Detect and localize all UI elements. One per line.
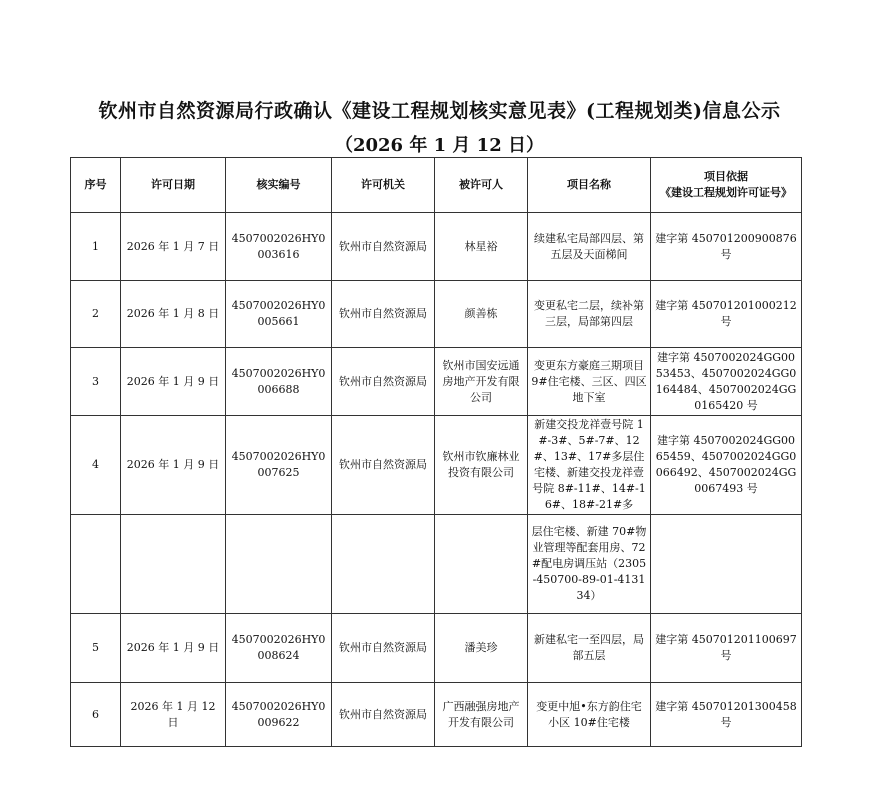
- cell-code: 4507002026HY0006688: [226, 348, 332, 416]
- cell-licensee: 林星裕: [435, 213, 528, 281]
- page-subtitle: （2026 年 1 月 12 日）: [334, 135, 544, 156]
- table-row: [71, 416, 802, 515]
- cell-code: 4507002026HY0007625: [226, 416, 332, 515]
- cell-no: 6: [71, 683, 121, 747]
- table-row: [71, 281, 802, 348]
- cell-authority: 钦州市自然资源局: [332, 281, 435, 348]
- cell-date: 2026 年 1 月 9 日: [121, 614, 226, 683]
- table-row: [71, 683, 802, 747]
- cell-basis: 建字第 450701201000212 号: [651, 281, 802, 348]
- cell-code: 4507002026HY0009622: [226, 683, 332, 747]
- disclosure-table: [70, 157, 802, 747]
- cell-date: 2026 年 1 月 7 日: [121, 213, 226, 281]
- header-date: 许可日期: [121, 158, 226, 213]
- header-no: 序号: [71, 158, 121, 213]
- cell-basis: 建字第 450701201100697 号: [651, 614, 802, 683]
- cell-date: 2026 年 1 月 9 日: [121, 348, 226, 416]
- cell-authority: 钦州市自然资源局: [332, 348, 435, 416]
- cell-code: 4507002026HY0008624: [226, 614, 332, 683]
- cell-no: 4: [71, 416, 121, 515]
- cell-licensee: [435, 515, 528, 614]
- cell-authority: 钦州市自然资源局: [332, 683, 435, 747]
- cell-code: 4507002026HY0005661: [226, 281, 332, 348]
- table-row: [71, 348, 802, 416]
- cell-code: [226, 515, 332, 614]
- cell-project: 变更东方豪庭三期项目 9#住宅楼、三区、四区地下室: [528, 348, 651, 416]
- header-basis: [651, 158, 802, 213]
- cell-licensee: 颜善栋: [435, 281, 528, 348]
- page-title: 钦州市自然资源局行政确认《建设工程规划核实意见表》(工程规划类)信息公示: [98, 100, 781, 122]
- cell-no: 1: [71, 213, 121, 281]
- cell-licensee: 广西融强房地产开发有限公司: [435, 683, 528, 747]
- header-basis-line1: 项目依据: [704, 170, 748, 183]
- header-licensee: 被许可人: [435, 158, 528, 213]
- cell-basis: 建字第 450701201300458 号: [651, 683, 802, 747]
- table-row: [71, 614, 802, 683]
- cell-no: 3: [71, 348, 121, 416]
- cell-project: 层住宅楼、新建 70#物业管理等配套用房、72#配电房调压站（2305-450700-89-01-413134）: [528, 515, 651, 614]
- cell-no: 2: [71, 281, 121, 348]
- cell-project: 新建私宅一至四层，局部五层: [528, 614, 651, 683]
- cell-authority: 钦州市自然资源局: [332, 416, 435, 515]
- cell-authority: 钦州市自然资源局: [332, 614, 435, 683]
- cell-project: 变更中旭•东方韵住宅小区 10#住宅楼: [528, 683, 651, 747]
- cell-date: [121, 515, 226, 614]
- table-header-row: [71, 158, 802, 213]
- cell-licensee: 钦州市钦廉林业投资有限公司: [435, 416, 528, 515]
- cell-date: 2026 年 1 月 12 日: [121, 683, 226, 747]
- cell-licensee: 钦州市国安远通房地产开发有限公司: [435, 348, 528, 416]
- cell-basis: 建字第 450701200900876 号: [651, 213, 802, 281]
- cell-authority: [332, 515, 435, 614]
- cell-basis: 建字第 4507002024GG0065459、4507002024GG0066492、4507002024GG0067493 号: [651, 416, 802, 515]
- cell-authority: 钦州市自然资源局: [332, 213, 435, 281]
- header-code: 核实编号: [226, 158, 332, 213]
- table-row: [71, 213, 802, 281]
- cell-project: 新建交投龙祥壹号院 1#-3#、5#-7#、12#、13#、17#多层住宅楼、新建交投龙祥壹号院 8#-11#、14#-16#、18#-21#多: [528, 416, 651, 515]
- cell-project: 变更私宅二层，续补第三层，局部第四层: [528, 281, 651, 348]
- cell-code: 4507002026HY0003616: [226, 213, 332, 281]
- cell-no: 5: [71, 614, 121, 683]
- header-project: 项目名称: [528, 158, 651, 213]
- cell-basis: 建字第 4507002024GG0053453、4507002024GG0164484、4507002024GG0165420 号: [651, 348, 802, 416]
- header-basis-line2: 《建设工程规划许可证号》: [660, 186, 792, 199]
- cell-licensee: 潘美珍: [435, 614, 528, 683]
- table-row: [71, 515, 802, 614]
- cell-date: 2026 年 1 月 9 日: [121, 416, 226, 515]
- header-authority: 许可机关: [332, 158, 435, 213]
- cell-no: [71, 515, 121, 614]
- cell-project: 续建私宅局部四层、第五层及天面梯间: [528, 213, 651, 281]
- cell-date: 2026 年 1 月 8 日: [121, 281, 226, 348]
- cell-basis: [651, 515, 802, 614]
